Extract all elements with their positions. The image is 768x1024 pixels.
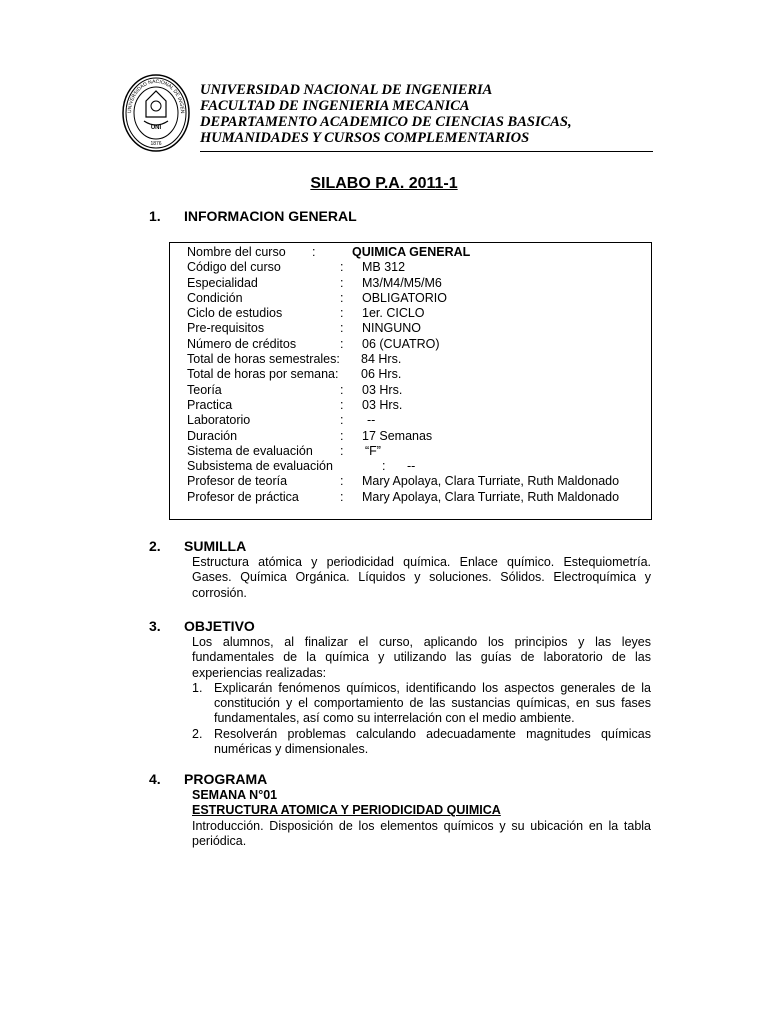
info-separator: : — [340, 382, 344, 397]
info-value: -- — [407, 459, 416, 474]
info-value: 06 Hrs. — [361, 367, 402, 382]
section-number: 2. — [149, 538, 161, 554]
item-number: 2. — [192, 726, 203, 741]
university-seal — [122, 73, 190, 153]
objetivo-item-1 — [192, 681, 651, 727]
info-label: Condición — [187, 290, 243, 305]
semana-topic: ESTRUCTURA ATOMICA Y PERIODICIDAD QUIMICA — [192, 803, 501, 818]
info-value: NINGUNO — [362, 321, 422, 336]
sumilla-line: Estructura atómica y periodicidad química. Enlace químico. Estequiometría. — [192, 555, 651, 569]
document-title-text: SILABO P.A. 2011-1 — [310, 175, 458, 192]
item-line: fundamentales, así como su interrelación con el medio ambiente. — [214, 711, 575, 726]
info-value: 06 (CUATRO) — [362, 336, 440, 351]
info-label: Practica — [187, 397, 233, 412]
info-value: 17 Semanas — [362, 428, 433, 443]
info-separator: : — [340, 336, 344, 351]
sumilla-line: Gases. Química Orgánica. Líquidos y soluciones. Sólidos. Electroquímica y — [192, 570, 651, 585]
item-line: numéricas y dimensionales. — [214, 742, 369, 757]
info-label: Duración — [187, 428, 238, 443]
info-label: Total de horas semestrales: — [187, 352, 340, 367]
institution-header — [200, 82, 572, 146]
info-separator: : — [312, 245, 316, 259]
info-value: 03 Hrs. — [362, 397, 403, 412]
info-label: Especialidad — [187, 275, 258, 290]
info-label: Ciclo de estudios — [187, 306, 283, 321]
programa-line: periódica. — [192, 833, 247, 848]
programa-block — [192, 788, 651, 849]
section-title: INFORMACION GENERAL — [184, 208, 357, 224]
info-separator: : — [340, 489, 344, 504]
info-label: Pre-requisitos — [187, 321, 265, 336]
info-separator: : — [340, 290, 344, 305]
objetivo-text — [192, 635, 651, 757]
info-separator: : — [340, 306, 344, 321]
info-label: Laboratorio — [187, 413, 251, 428]
info-separator: : — [340, 275, 344, 290]
info-separator: : — [340, 443, 344, 458]
info-label: Subsistema de evaluación — [187, 459, 333, 474]
department-name: DEPARTAMENTO ACADEMICO DE CIENCIAS BASICAS, — [200, 114, 572, 130]
item-line: Explicarán fenómenos químicos, identificando los aspectos generales de la — [214, 680, 651, 695]
department-name-cont: HUMANIDADES Y CURSOS COMPLEMENTARIOS — [200, 130, 530, 146]
info-value: -- — [367, 413, 376, 428]
header-divider — [200, 151, 653, 152]
info-value: 1er. CICLO — [362, 306, 425, 321]
objetivo-item-2 — [192, 727, 651, 758]
sumilla-text — [192, 555, 651, 601]
info-value: MB 312 — [362, 260, 406, 275]
info-value: M3/M4/M5/M6 — [362, 275, 442, 290]
info-label: Profesor de teoría — [187, 474, 288, 489]
seal-initials: UNI — [150, 125, 162, 131]
item-number: 1. — [192, 680, 203, 695]
info-separator: : — [340, 260, 344, 275]
info-label: Profesor de práctica — [187, 489, 299, 504]
seal-ring-text: UNIVERSIDAD NACIONAL DE INGEN — [126, 78, 186, 114]
info-separator: : — [340, 413, 344, 428]
info-label: Teoría — [187, 382, 222, 397]
info-label: Total de horas por semana: — [187, 367, 339, 382]
section-title: PROGRAMA — [184, 771, 268, 787]
section-number: 4. — [149, 771, 161, 787]
info-label: Código del curso — [187, 260, 281, 275]
section-title: SUMILLA — [184, 538, 247, 554]
faculty-name: FACULTAD DE INGENIERIA MECANICA — [200, 98, 470, 114]
semana-label: SEMANA N°01 — [192, 788, 278, 802]
programa-line: Introducción. Disposición de los elementos químicos y su ubicación en la tabla — [192, 818, 651, 833]
info-label: Número de créditos — [187, 336, 297, 351]
info-separator: : — [340, 397, 344, 412]
info-value: QUIMICA GENERAL — [352, 245, 471, 259]
info-separator: : — [340, 474, 344, 489]
info-label: Nombre del curso — [187, 245, 286, 259]
info-value: Mary Apolaya, Clara Turriate, Ruth Maldonado — [362, 474, 620, 489]
item-line: Resolverán problemas calculando adecuadamente magnitudes químicas — [214, 726, 651, 741]
info-value: 03 Hrs. — [362, 382, 403, 397]
section-number: 3. — [149, 618, 161, 634]
info-value: 84 Hrs. — [361, 352, 402, 367]
info-label: Sistema de evaluación — [187, 443, 313, 458]
university-seal-icon — [122, 73, 190, 153]
info-separator: : — [382, 459, 386, 474]
info-separator: : — [340, 321, 344, 336]
objetivo-line: Los alumnos, al finalizar el curso, aplicando los principios y las leyes — [192, 635, 651, 649]
info-value: “F” — [365, 443, 381, 458]
info-value: Mary Apolaya, Clara Turriate, Ruth Maldonado — [362, 489, 620, 504]
document-title — [0, 175, 768, 193]
seal-year: 1876 — [150, 141, 162, 147]
section-number: 1. — [149, 208, 161, 224]
sumilla-line: corrosión. — [192, 585, 247, 600]
objetivo-line: experiencias realizadas: — [192, 665, 327, 680]
university-name: UNIVERSIDAD NACIONAL DE INGENIERIA — [200, 82, 493, 98]
item-line: constitución y el comportamiento de las sustancias químicas, en sus fases — [214, 696, 651, 711]
section-title: OBJETIVO — [184, 618, 255, 634]
objetivo-line: fundamentales de la química y utilizando las guías de laboratorio de las — [192, 650, 651, 665]
info-separator: : — [340, 428, 344, 443]
info-value: OBLIGATORIO — [362, 290, 447, 305]
